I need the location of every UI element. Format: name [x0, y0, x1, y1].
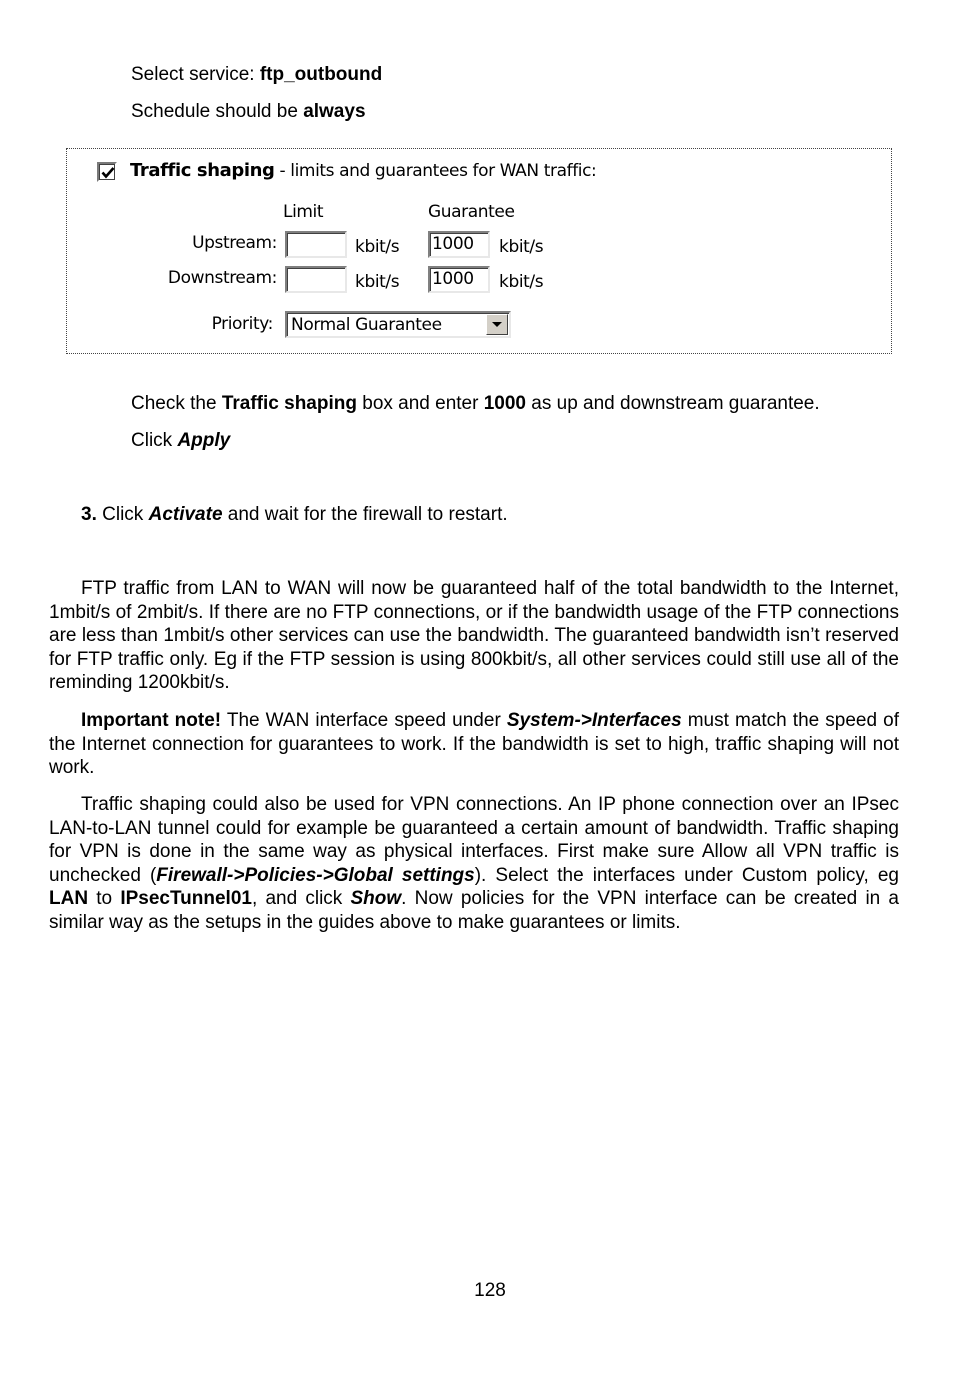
priority-select[interactable] [285, 311, 511, 338]
paragraph-vpn-shaping: Traffic shaping could also be used for VPN connections. An IP phone connection over an IPsec LAN-to-LAN tunnel could for example be guaranteed a certain amount of bandwidth. Traffic shaping for VPN is done in the same way as physical interfaces. First make sure Allow all VPN traffic is unchecked (Firewall->Policies->Global settings). Select the interfaces under Custom policy, eg LAN to IPsecTunnel01, and click Show. Now policies for the VPN interface can be created in a similar way as the setups in the guides above to make guarantees or limits. [49, 794, 899, 933]
priority-value: Normal Guarantee [291, 315, 442, 335]
downstream-limit-input[interactable] [285, 266, 347, 293]
upstream-guarantee-input[interactable]: 1000 [428, 231, 490, 258]
downstream-guarantee-unit: kbit/s [499, 272, 544, 292]
priority-dropdown-button[interactable] [486, 314, 508, 335]
step-3: 3. Click Activate and wait for the firewall to restart. [81, 504, 508, 525]
chevron-down-icon [492, 322, 502, 328]
click-apply-instruction: Click Apply [131, 430, 231, 451]
downstream-label: Downstream: [167, 268, 277, 288]
schedule-value: always [303, 101, 366, 122]
traffic-shaping-panel [66, 148, 892, 354]
priority-label: Priority: [211, 314, 273, 334]
paragraph-ftp-guarantee: FTP traffic from LAN to WAN will now be guaranteed half of the total bandwidth to the Internet, 1mbit/s of 2mbit/s. If there are no FTP connections, or if the bandwidth usage of the FTP connections are less than 1mbit/s other services can use the bandwidth. The guaranteed bandwidth isn’t reserved for FTP traffic only. Eg if the FTP session is using 800kbit/s, all other services could still use all of the reminding 1200kbit/s. [49, 578, 899, 693]
checkmark-icon [101, 166, 115, 180]
select-service-line: Select service: ftp_outbound [131, 64, 383, 85]
check-instruction: Check the Traffic shaping box and enter 1000 as up and downstream guarantee. [131, 393, 820, 414]
guarantee-column-header: Guarantee [428, 202, 515, 222]
upstream-guarantee-unit: kbit/s [499, 237, 544, 257]
traffic-shaping-checkbox[interactable] [97, 162, 117, 182]
downstream-limit-unit: kbit/s [355, 272, 400, 292]
activate-term: Activate [148, 504, 223, 525]
service-name: ftp_outbound [259, 64, 383, 85]
step-number: 3. [81, 504, 97, 525]
upstream-limit-input[interactable] [285, 231, 347, 258]
page-number: 128 [474, 1280, 506, 1301]
paragraph-important-note: Important note! The WAN interface speed under System->Interfaces must match the speed of the Internet connection for guarantees to work. If the bandwidth is set to high, traffic shaping will not work. [49, 710, 899, 778]
apply-term: Apply [177, 430, 231, 451]
upstream-label: Upstream: [192, 233, 277, 253]
schedule-line: Schedule should be always [131, 101, 366, 122]
panel-title: Traffic shaping - limits and guarantees for WAN traffic: [130, 160, 597, 181]
upstream-limit-unit: kbit/s [355, 237, 400, 257]
downstream-guarantee-input[interactable]: 1000 [428, 266, 490, 293]
limit-column-header: Limit [283, 202, 324, 222]
